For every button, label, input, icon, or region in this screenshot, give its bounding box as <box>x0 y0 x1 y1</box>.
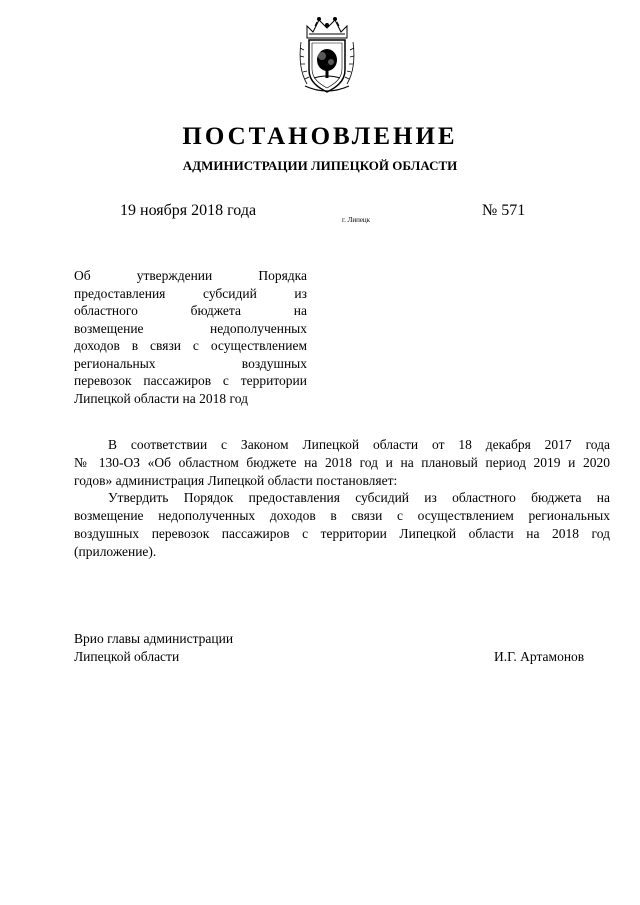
document-date: 19 ноября 2018 года <box>120 202 257 219</box>
signature-position <box>74 630 233 666</box>
body-line: В соответствии с Законом Липецкой области от 18 декабря 2017 года <box>108 437 610 452</box>
body-line: возмещение недополученных доходов в связи с осуществлением региональных <box>74 508 610 524</box>
document-title: ПОСТАНОВЛЕНИЕ <box>182 123 458 150</box>
body-line: № 130-ОЗ «Об областном бюджете на 2018 год и на плановый период 2019 и 2020 <box>74 454 610 470</box>
subject-line: областного бюджета на <box>74 303 307 318</box>
coat-of-arms-icon <box>297 12 357 96</box>
subject-line: доходов в связи с осуществлением <box>74 338 307 353</box>
subject-line: Липецкой области на 2018 год <box>74 390 248 406</box>
signature-position-line: Липецкой области <box>74 649 180 664</box>
subject-line: предоставления субсидий из <box>74 285 307 301</box>
signature-position-line: Врио главы администрации <box>74 631 234 646</box>
subject-line: региональных воздушных <box>74 355 307 371</box>
body-line: Утвердить Порядок предоставления субсидий из областного бюджета на <box>108 490 610 506</box>
subject-line: перевозок пассажиров с территории <box>74 373 307 388</box>
body-line: (приложение). <box>74 543 157 559</box>
signature-name: И.Г. Артамонов <box>494 649 585 664</box>
document-subtitle: АДМИНИСТРАЦИИ ЛИПЕЦКОЙ ОБЛАСТИ <box>182 158 458 173</box>
document-body <box>74 436 610 561</box>
document-number: № 571 <box>482 202 526 219</box>
body-line: годов» администрация Липецкой области постановляет: <box>74 472 398 488</box>
document-subject <box>74 267 307 407</box>
subject-line: возмещение недополученных <box>74 320 307 336</box>
subject-line: Об утверждении Порядка <box>74 268 307 283</box>
body-line: воздушных перевозок пассажиров с территории Липецкой области на 2018 год <box>74 525 610 541</box>
document-city: г. Липецк <box>342 216 371 224</box>
